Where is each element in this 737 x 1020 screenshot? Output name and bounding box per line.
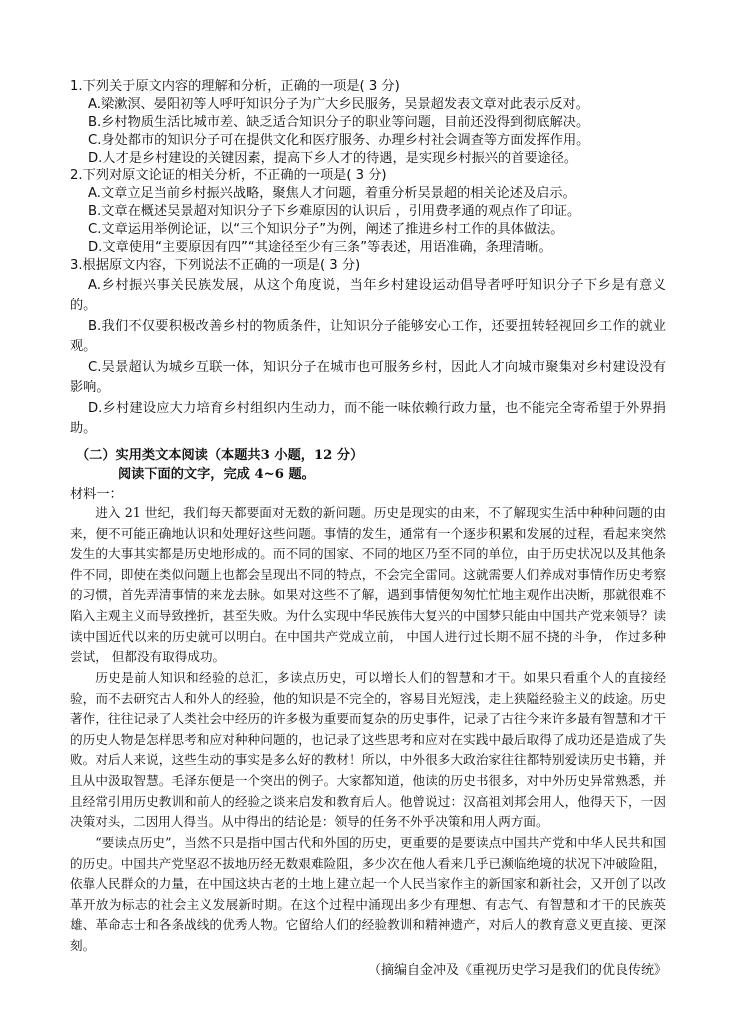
question-2-option-b: B.文章在概述吴景超对知识分子下乡难原因的认识后 ，引用费孝通的观点作了印证。 [88,204,581,219]
question-2-option-c: C.文章运用举例论证，以“三个知识分子”为例，阐述了推进乡村工作的具体做法。 [88,222,564,237]
question-3-stem: 3.根据原文内容，下列说法不正确的一项是( 3 分) [70,258,361,273]
question-1-option-d: D.人才是乡村建设的关键因素，提高下乡人才的待遇，是实现乡村振兴的首要途径。 [88,151,578,166]
question-1-option-a: A.梁漱溟、晏阳初等人呼吁知识分子为广大乡民服务，吴景超发表文章对此表示反对。 [88,97,589,112]
question-2-option-d: D.文章使用“主要原因有四”“其途径至少有三条”等表述，用语准确，条理清晰。 [88,240,552,255]
material-label: 材料一： [70,487,123,502]
material-paragraph-3: “要读点历史”，当然不只是指中国古代和外国的历史，更重要的是要读点中国共产党和中华人民共和国的历史。中国共产党坚忍不拔地历经无数艰难险阻，多少次在他人看来几乎已濒临绝境的状况下冲破险阻，依靠人民群众的力量，在中国这块古老的土地上建立起一个人民当家作主的新国家和新社会，又开创了以改革开放为标志的社会主义发展新时期。在这个过程中涌现出多少有理想、有志气、有智慧和才干的民族英雄、革命志士和各条战线的优秀人物。它留给人们的经验教训和精神遗产，对后人的教育意义更直接、更深刻。 [70,835,666,953]
question-3-option-d: D.乡村建设应大力培育乡村组织内生动力，而不能一味依赖行政力量，也不能完全寄希望于外界捐助。 [70,401,666,436]
question-1-option-c: C.身处都市的知识分子可在提供文化和医疗服务、办理乡村社会调查等方面发挥作用。 [88,133,590,148]
section-title: （二）实用类文本阅读（本题共3 小题，12 分） [76,448,364,463]
question-1-option-b: B.乡村物质生活比城市差、缺乏适合知识分子的职业等问题，目前还没得到彻底解决。 [88,115,590,130]
question-2-stem: 2.下列对原文论证的相关分析，不正确的一项是( 3 分) [70,168,387,183]
material-paragraph-2: 历史是前人知识和经验的总汇，多读点历史，可以增长人们的智慧和才干。如果只看重个人的直接经验，而不去研究古人和外人的经验，他的知识是不完全的，容易目光短浅，走上狭隘经验主义的歧途。历史著作，往往记录了人类社会中经历的许多极为重要而复杂的历史事件，记录了古往今来许多最有智慧和才干的历史人物是怎样思考和应对种种问题的，也记录了这些思考和应对在实践中最后取得了成功还是造成了失败。对后人来说，这些生动的事实是多么好的教材！所以，中外很多大政治家往往都特别爱读历史书籍，并且从中汲取智慧。毛泽东便是一个突出的例子。大家都知道，他读的历史书很多，对中外历史异常熟悉，并且经常引用历史教训和前人的经验之谈来启发和教育后人。他曾说过：汉高祖刘邦会用人，他得天下，一因决策对头，二因用人得当。从中得出的结论是：领导的任务不外乎决策和用人两方面。 [70,670,666,830]
question-2-option-a: A.文章立足当前乡村振兴战略，聚焦人才问题，着重分析吴景超的相关论述及启示。 [88,186,576,201]
question-1-stem: 1.下列关于原文内容的理解和分析，正确的一项是( 3 分) [70,79,400,94]
source-citation: （摘编自金冲及《重视历史学习是我们的优良传统》 [367,963,667,978]
material-paragraph-1: 进入 21 世纪，我们每天都要面对无数的新问题。历史是现实的由来，不了解现实生活中种种问题的由来，便不可能正确地认识和处理好这些问题。事情的发生，通常有一个逐步积累和发展的过程，看起来突然发生的大事其实都是历史地形成的。而不同的国家、不同的地区乃至不同的单位，由于历史状况以及其他条件不同，即使在类似问题上也都会呈现出不同的特点，不会完全雷同。这就需要人们养成对事情作历史考察的习惯，首先弄清事情的来龙去脉。如果对这些不了解，遇到事情便匆匆忙忙地主观作出决断，那就很难不陷入主观主义而导致挫折，甚至失败。为什么实现中华民族伟大复兴的中国梦只能由中国共产党来领导？读读中国近代以来的历史就可以明白。在中国共产党成立前， 中国人进行过长期不屈不挠的斗争， 作过多种尝试， 但都没有取得成功。 [70,505,666,665]
question-3-option-b: B.我们不仅要积极改善乡村的物质条件，让知识分子能够安心工作，还要扭转轻视回乡工作的就业观。 [70,319,666,354]
question-3-option-a: A.乡村振兴事关民族发展，从这个角度说，当年乡村建设运动倡导者呼吁知识分子下乡是有意义的。 [70,278,666,313]
question-3-option-c: C.吴景超认为城乡互联一体，知识分子在城市也可服务乡村，因此人才向城市聚集对乡村建设没有影响。 [70,360,666,395]
section-instruction: 阅读下面的文字，完成 4~6 题。 [118,467,315,482]
